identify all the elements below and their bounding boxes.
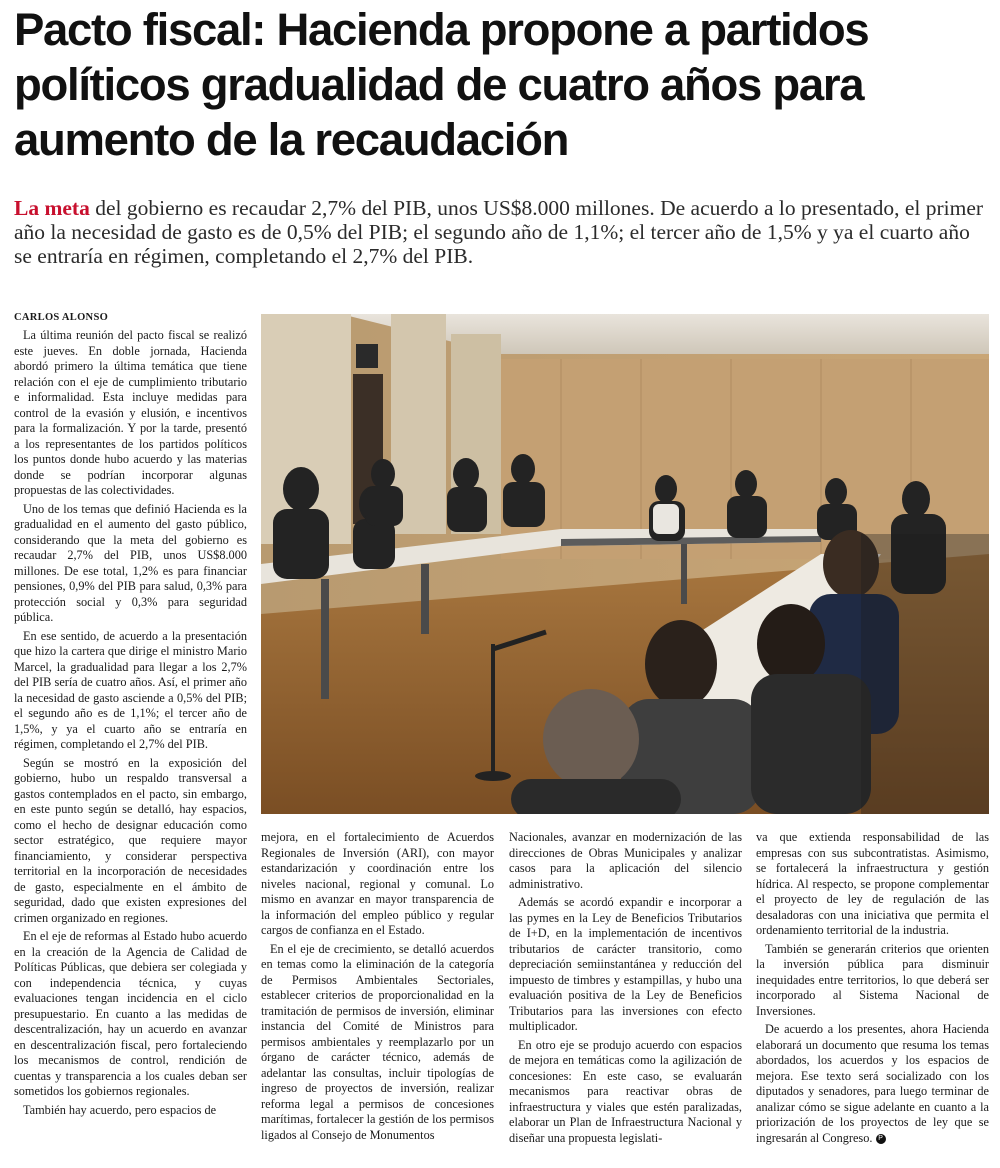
paragraph: En otro eje se produjo acuerdo con espacios de mejora en temáticas como la agilización de concesiones: En este caso, se evaluarán mecanismos para reactivar obras de infraestructura y viales que estén paralizadas, elaborar un Plan de Infraestructura Nacional y diseñar una propuesta legislati- [509,1037,742,1145]
byline: CARLOS ALONSO [14,312,109,323]
paragraph: Según se mostró en la exposición del gobierno, hubo un respaldo transversal a gastos contemplados en el pacto, sin embargo, en este punto según se detalló, hay espacios, como el hecho de designar educación como sector estratégico, que requiere mayor financiamiento, y considerar perspectiva territorial en la incorporación de necesidades de gasto, especialmente en el ámbito de seguridad, dado que existen expresiones del crimen organizado en regiones. [14,755,247,925]
paragraph: Además se acordó expandir e incorporar a las pymes en la Ley de Beneficios Tributarios de I+D, en la implementación de incentivos tributarios de carácter transitorio, como depreciación semiinstantánea y reducción del impuesto de timbres y estampillas, y hubo una evaluación positiva de la Ley de Beneficios Tributarios para las inversiones con efecto multiplicador. [509,895,742,1033]
paragraph: Uno de los temas que definió Hacienda es la gradualidad en el aumento del gasto público, considerando que la meta del gobierno es recaudar 2,7% del PIB, unos US$8.000 millones. De ese total, 1,2% es para financiar pensiones, 0,9% del PIB para salud, 0,3% para protección social y 0,3% para seguridad pública. [14,501,247,624]
lead-text: del gobierno es recaudar 2,7% del PIB, unos US$8.000 millones. De acuerdo a lo presentado, el primer año la necesidad de gasto es de 0,5% del PIB; el segundo año de 1,1%; el tercer año de 1,5% y ya el cuarto año se entraría en régimen, completando el 2,7% del PIB. [14,196,984,268]
paragraph: mejora, en el fortalecimiento de Acuerdos Regionales de Inversión (ARI), con mayor estandarización y coordinación entre los niveles nacional, regional y comunal. Lo mismo en avanzar en mayor transparencia de la información del empleo público y regular cargos de confianza en el Estado. [261,830,494,937]
paragraph: Nacionales, avanzar en modernización de las direcciones de Obras Municipales y analizar casos para la aplicación del silencio administrativo. [509,830,742,891]
article-column-3 [509,830,742,1156]
paragraph-text: De acuerdo a los presentes, ahora Hacienda elaborará un documento que resuma los temas abordados, los acuerdos y los espacios de mejora. Ese texto será socializado con los diputados y senadores, para luego terminar de analizar cómo se sigue adelante en cuanto a la priorización de los proyectos de ley que se ingresarán al Congreso. [756,1022,989,1145]
paragraph: En el eje de reformas al Estado hubo acuerdo en la creación de la Agencia de Calidad de Políticas Públicas, que debiera ser colegiada y con independencia técnica, y cuyas evaluaciones tengan incidencia en el ciclo presupuestario. En cuanto a las medidas de descentralización, hay un acuerdo en avanzar en descentralización fiscal, pero fortaleciendo los mecanismos de control, rendición de cuentas y transparencia a los cuales deban ser sometidos los gobiernos regionales. [14,929,247,1098]
headline: Pacto fiscal: Hacienda propone a partidos políticos gradualidad de cuatro años para aumento de la recaudación [14,4,869,165]
paragraph: La última reunión del pacto fiscal se realizó este jueves. En doble jornada, Hacienda abordó primero la última temática que tiene relación con el eje de cumplimiento tributario e informalidad. Esta incluye medidas para control de la evasión y elusión, e incentivos para la formalización. Y por la tarde, presentó a los representantes de los partidos políticos los puntos donde hubo acuerdo y las materias donde se podrían incorporar algunas propuestas de las colectividades. [14,328,247,497]
meeting-photo [261,314,989,814]
article-column-4 [756,830,989,1156]
paragraph [756,1022,989,1146]
lead-paragraph [14,196,989,268]
paragraph: En el eje de crecimiento, se detalló acuerdos en temas como la eliminación de la categoría de Permisos Ambientales Sectoriales, establecer criterios de proporcionalidad en la tramitación de permisos de inversión, eliminar instancia del Comité de Ministros para permisos ambientales y reemplazarlo por un órgano de carácter técnico, además de adelantar las consultas, incluir tipologías de ingreso de proyectos de inversión, realizar reforma legal a permisos de concesiones marítimas, fortalecer la gestión de los permisos ligados al Consejo de Monumentos [261,941,494,1142]
article-column-2 [261,830,494,1156]
paragraph: También se generarán criterios que orienten la inversión pública para disminuir inequidades entre territorios, lo que deberá ser incorporado al Sistema Nacional de Inversiones. [756,941,989,1018]
end-mark-icon: P [876,1134,886,1144]
lead-kicker: La meta [14,196,90,220]
paragraph: También hay acuerdo, pero espacios de [23,1102,217,1117]
paragraph: En ese sentido, de acuerdo a la presentación que hizo la cartera que dirige el ministro Mario Marcel, la gradualidad para llegar a los 2,7% del PIB sería de cuatro años. Así, el primer año la necesidad de gasto asciende a 0,5% del PIB; el segundo año es de 1,1%; el tercer año de 1,5%, y ya el cuarto año se entraría en régimen, completando el 2,7% del PIB. [14,628,247,751]
article-column-1 [14,328,247,1156]
paragraph: va que extienda responsabilidad de las empresas con sus subcontratistas. Asimismo, se fortalecerá la infraestructura y gestión hídrica. Al respecto, se propone complementar el proyecto de ley de regulación de las desaladoras con una iniciativa que permita el ordenamiento territorial de la industria. [756,830,989,937]
